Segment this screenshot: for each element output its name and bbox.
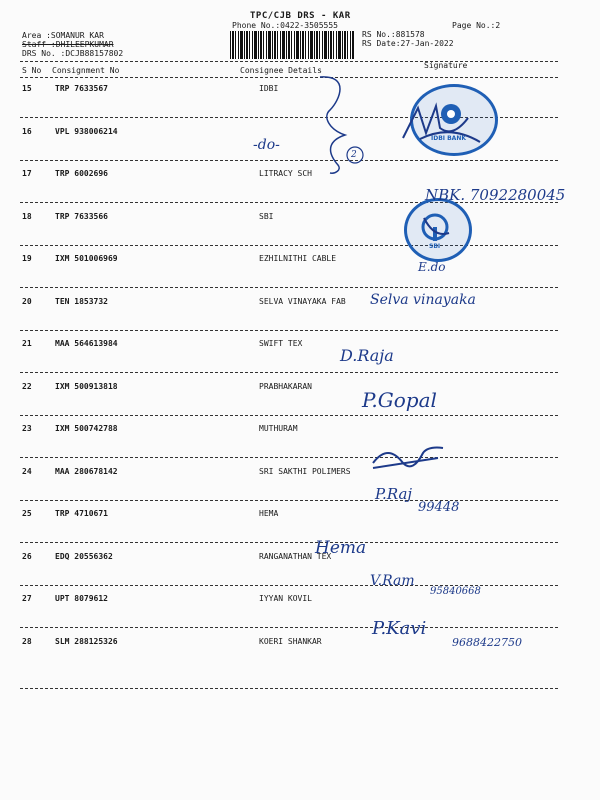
row-consignment: MAA 564613984 xyxy=(55,339,118,348)
row-divider xyxy=(20,245,558,246)
row-consignment: TRP 7633567 xyxy=(55,84,108,93)
document-title: TPC/CJB DRS - KAR xyxy=(250,11,351,21)
row-sno: 26 xyxy=(22,552,32,561)
area-label: Area :SOMANUR KAR xyxy=(22,31,104,40)
barcode xyxy=(230,31,354,59)
row-consignment: TRP 7633566 xyxy=(55,212,108,221)
col-consignee: Consignee Details xyxy=(240,66,322,75)
row-consignee: SWIFT TEX xyxy=(259,339,303,348)
row-sno: 18 xyxy=(22,212,32,221)
row-consignee: SELVA VINAYAKA FAB xyxy=(259,297,346,306)
signature-23 xyxy=(368,438,448,474)
row-sno: 17 xyxy=(22,169,32,178)
row-consignee: EZHILNITHI CABLE xyxy=(259,254,337,263)
row-divider xyxy=(20,542,558,543)
phone-26: 95840668 xyxy=(430,586,481,597)
row-divider xyxy=(20,500,558,501)
row-sno: 24 xyxy=(22,467,32,476)
stamp1-text: IDBI BANK xyxy=(431,135,466,142)
row-consignment: TRP 6002696 xyxy=(55,169,108,178)
row-sno: 19 xyxy=(22,254,32,263)
signature-24: P.Raj xyxy=(375,485,413,503)
row-divider xyxy=(20,287,558,288)
row-consignment: TEN 1853732 xyxy=(55,297,108,306)
row-sno: 27 xyxy=(22,594,32,603)
signature-15 xyxy=(398,98,478,148)
page-number: Page No.:2 xyxy=(452,21,501,30)
header-divider xyxy=(20,61,558,62)
row-sno: 25 xyxy=(22,509,32,518)
row-sno: 22 xyxy=(22,382,32,391)
row-divider xyxy=(20,627,558,628)
row-divider xyxy=(20,372,558,373)
row-consignee: SRI SAKTHI POLIMERS xyxy=(259,467,351,476)
signature-26: V.Ram xyxy=(370,573,415,589)
drs-number: DRS No. :DCJB88157802 xyxy=(22,49,124,58)
sbi-stamp xyxy=(404,198,472,262)
col-signature: Signature xyxy=(424,61,468,70)
row-consignee: MUTHURAM xyxy=(259,424,298,433)
row-consignment: TRP 4710671 xyxy=(55,509,108,518)
row-consignment: UPT 8079612 xyxy=(55,594,108,603)
phone-24: 99448 xyxy=(418,500,460,515)
footer-divider xyxy=(20,688,558,689)
row-sno: 23 xyxy=(22,424,32,433)
phone-number: Phone No.:0422-3505555 xyxy=(232,21,338,30)
row-consignment: SLM 288125326 xyxy=(55,637,118,646)
row-sno: 28 xyxy=(22,637,32,646)
columns-divider xyxy=(20,77,558,78)
row-sno: 16 xyxy=(22,127,32,136)
row-consignment: IXM 501006969 xyxy=(55,254,118,263)
row-divider xyxy=(20,415,558,416)
row-consignee: SBI xyxy=(259,212,274,221)
signature-21: D.Raja xyxy=(340,346,394,365)
signature-22: P.Gopal xyxy=(362,388,437,412)
row-consignment: IXM 500742788 xyxy=(55,424,118,433)
col-consignment: Consignment No xyxy=(52,66,120,75)
row-consignee: PRABHAKARAN xyxy=(259,382,312,391)
row-consignment: VPL 938006214 xyxy=(55,127,118,136)
phone-17: NBK. 7092280045 xyxy=(425,186,566,204)
rs-number: RS No.:881578 xyxy=(362,30,425,39)
signature-25: Hema xyxy=(315,538,367,558)
row-sno: 21 xyxy=(22,339,32,348)
row-consignment: EDQ 20556362 xyxy=(55,552,113,561)
row-consignee: HEMA xyxy=(259,509,279,518)
row-divider xyxy=(20,160,558,161)
ditto-mark: -do- xyxy=(253,137,280,153)
rs-date: RS Date:27-Jan-2022 xyxy=(362,39,454,48)
row-sno: 15 xyxy=(22,84,32,93)
staff-label: Staff :DHILEEPKUMAR xyxy=(22,40,114,49)
signature-20: Selva vinayaka xyxy=(370,292,476,308)
phone-27: 9688422750 xyxy=(452,636,522,649)
col-sno: S No xyxy=(22,66,42,75)
row-consignee: KOERI SHANKAR xyxy=(259,637,322,646)
row-sno: 20 xyxy=(22,297,32,306)
signature-27: P.Kavi xyxy=(372,618,427,639)
row-divider xyxy=(20,330,558,331)
count-mark: 2 xyxy=(351,150,357,160)
bracket-mark xyxy=(300,75,380,175)
row-consignee: IYYAN KOVIL xyxy=(259,594,312,603)
signature-19: E.do xyxy=(418,260,446,274)
row-consignment: IXM 500913818 xyxy=(55,382,118,391)
row-consignee: RANGANATHAN TEX xyxy=(259,552,332,561)
stamp2-text: SBI xyxy=(429,243,441,250)
row-consignee: IDBI xyxy=(259,84,279,93)
row-consignment: MAA 280678142 xyxy=(55,467,118,476)
row-consignee: LITRACY SCH xyxy=(259,169,312,178)
row-divider xyxy=(20,457,558,458)
